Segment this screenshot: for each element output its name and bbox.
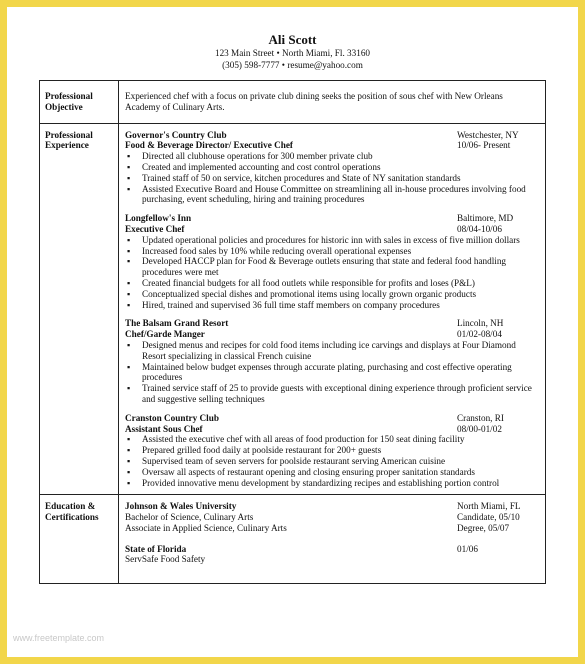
job-duties: [125, 235, 539, 311]
duty-item: ▪ Hired, trained and supervised 36 full time staff members on company procedures: [125, 300, 539, 311]
job-entry: [125, 413, 539, 489]
duty-item: ▪ Trained service staff of 25 to provide guests with exceptional dining experience through proficient service and suggestive selling techniques: [125, 383, 539, 405]
job-duties: [125, 434, 539, 488]
job-title-row: [125, 140, 539, 151]
job-title-row: [125, 224, 539, 235]
degree-name: Bachelor of Science, Culinary Arts: [125, 512, 254, 523]
degree-row: [125, 512, 539, 523]
objective-label: Professional Objective: [40, 81, 119, 124]
job-location: Baltimore, MD: [457, 213, 514, 224]
school-row: [125, 501, 539, 512]
degree-name: Associate in Applied Science, Culinary Arts: [125, 522, 287, 533]
duty-item: ▪ Conceptualized special dishes and promotional items using locally grown organic products: [125, 289, 539, 300]
applicant-name: Ali Scott: [268, 32, 317, 47]
degree-row: [125, 523, 539, 534]
job-header-row: [125, 213, 539, 224]
duty-item: ▪ Trained staff of 50 on service, kitchen procedures and State of NY sanitation standards: [125, 173, 539, 184]
job-entry: [125, 213, 539, 310]
job-location: Westchester, NY: [457, 129, 519, 140]
job-duties: [125, 151, 539, 205]
cert-date: 01/06: [457, 543, 478, 554]
job-header-row: [125, 413, 539, 424]
job-duties: [125, 340, 539, 405]
duty-item: ▪ Prepared grilled food daily at poolside restaurant for 200+ guests: [125, 445, 539, 456]
address: 123 Main Street • North Miami, Fl. 33160: [214, 48, 371, 58]
job-title: Assistant Sous Chef: [125, 423, 203, 434]
duty-item: ▪ Created and implemented accounting and cost control operations: [125, 162, 539, 173]
cert-name: ServSafe Food Safety: [125, 554, 206, 565]
employer-name: Governor's Country Club: [125, 129, 227, 140]
job-location: Cranston, RI: [457, 412, 504, 423]
education-content: [119, 495, 546, 584]
job-title: Executive Chef: [125, 223, 185, 234]
duty-item: ▪ Directed all clubhouse operations for 300 member private club: [125, 151, 539, 162]
job-dates: 10/06- Present: [457, 140, 511, 151]
job-title-row: [125, 329, 539, 340]
duty-item: ▪ Updated operational policies and procedures for historic inn with sales in excess of five million dollars: [125, 235, 539, 246]
experience-section: [40, 123, 546, 495]
education-section: [40, 495, 546, 584]
duty-item: ▪ Maintained below budget expenses through accurate plating, purchasing and cost effective operating procedures: [125, 362, 539, 384]
resume-page: [7, 7, 578, 657]
resume-header: [7, 7, 578, 71]
job-entry: [125, 318, 539, 404]
job-dates: 08/00-01/02: [457, 423, 502, 434]
job-location: Lincoln, NH: [457, 318, 504, 329]
experience-label: Professional Experience: [40, 123, 119, 495]
duty-item: ▪ Oversaw all aspects of restaurant opening and closing ensuring proper sanitation standards: [125, 467, 539, 478]
contact-info: (305) 598-7777 • resume@yahoo.com: [222, 60, 363, 70]
duty-item: ▪ Assisted Executive Board and House Committee on streamlining all in-house procedures involving food purchasing, event scheduling, hiring and training procedures: [125, 184, 539, 206]
job-header-row: [125, 318, 539, 329]
job-header-row: [125, 130, 539, 141]
school-name: Johnson & Wales University: [125, 501, 237, 512]
duty-item: ▪ Provided innovative menu development by standardizing recipes and establishing portion control: [125, 478, 539, 489]
job-title: Chef/Garde Manger: [125, 329, 205, 340]
employer-name: Longfellow's Inn: [125, 213, 192, 224]
employer-name: Cranston Country Club: [125, 412, 219, 423]
experience-content: [119, 123, 546, 495]
duty-item: ▪ Created financial budgets for all food outlets while responsible for profits and loses (P&L): [125, 278, 539, 289]
job-dates: 01/02-08/04: [457, 329, 502, 340]
watermark: www.freetemplate.com: [13, 633, 105, 643]
degree-status: Degree, 05/07: [457, 522, 510, 533]
duty-item: ▪ Designed menus and recipes for cold food items including ice carvings and displays at Four Diamond Resort specializing in classical French cuisine: [125, 340, 539, 362]
job-dates: 08/04-10/06: [457, 223, 502, 234]
duty-item: ▪ Assisted the executive chef with all areas of food production for 150 seat dining facility: [125, 434, 539, 445]
school-location: North Miami, FL: [457, 501, 521, 512]
duty-item: ▪ Developed HACCP plan for Food & Beverage outlets ensuring that state and federal food handling procedures were met: [125, 256, 539, 278]
job-title: Food & Beverage Director/ Executive Chef: [125, 140, 293, 151]
objective-text: Experienced chef with a focus on private club dining seeks the position of sous chef with New Orleans Academy of Culinary Arts.: [119, 81, 546, 124]
duty-item: ▪ Supervised team of seven servers for poolside restaurant serving American cuisine: [125, 456, 539, 467]
employer-name: The Balsam Grand Resort: [125, 318, 229, 329]
certification-row: [125, 544, 539, 555]
resume-table: [39, 80, 546, 584]
duty-item: ▪ Increased food sales by 10% while reducing overall operational expenses: [125, 246, 539, 257]
education-label: Education & Certifications: [40, 495, 119, 584]
job-entry: [125, 130, 539, 206]
cert-issuer: State of Florida: [125, 543, 187, 554]
objective-section: [40, 81, 546, 124]
job-title-row: [125, 424, 539, 435]
degree-status: Candidate, 05/10: [457, 512, 520, 523]
